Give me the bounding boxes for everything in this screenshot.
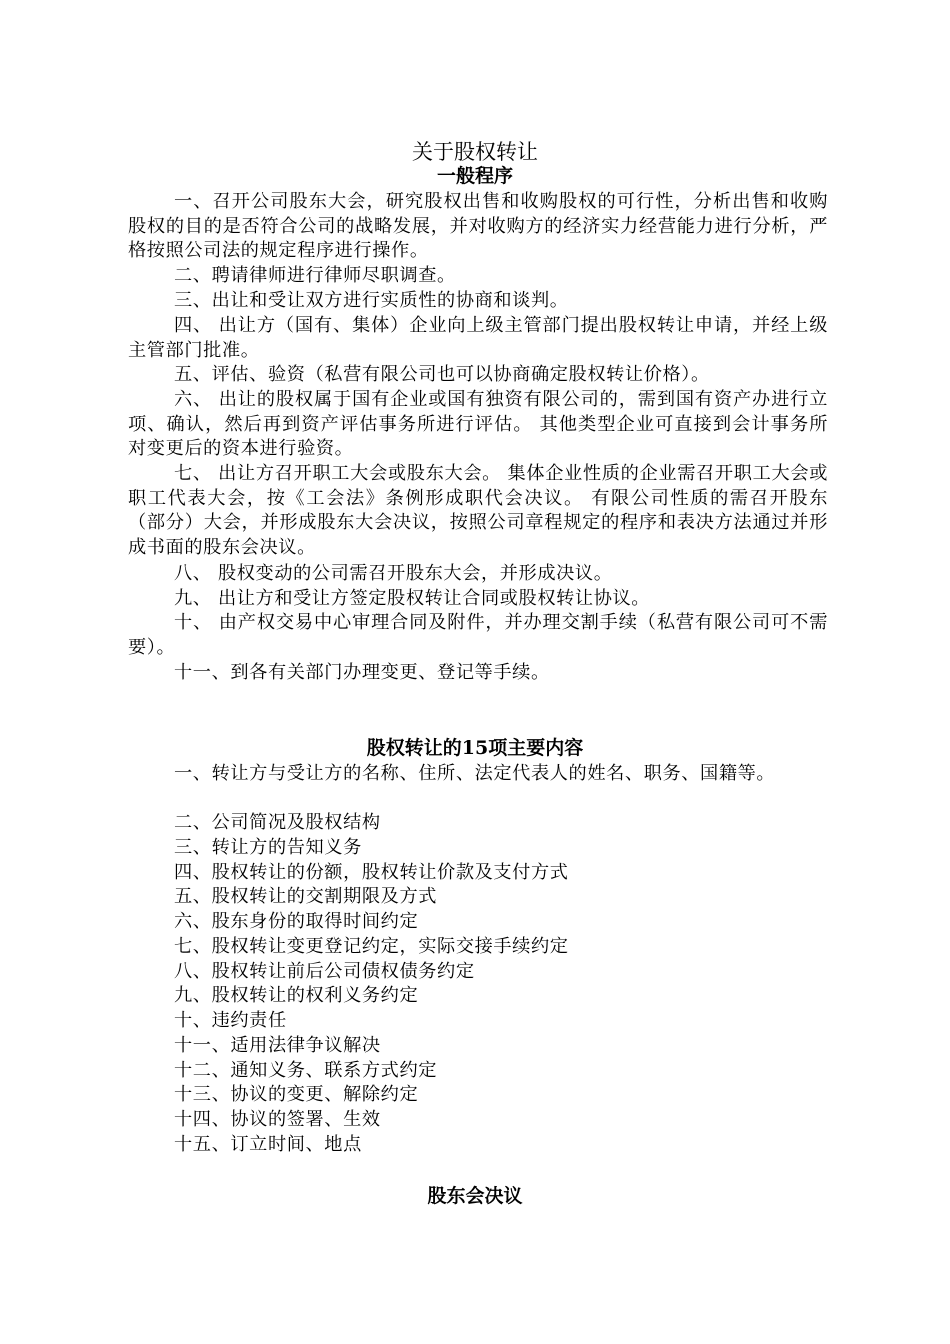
procedure-item-11: 十一、到各有关部门办理变更、登记等手续。: [174, 662, 550, 683]
content-item: 十、违约责任: [174, 1010, 287, 1031]
procedure-item-9: 九、 出让方和受让方签定股权转让合同或股权转让协议。: [174, 588, 651, 609]
content-item: 七、股权转让变更登记约定，实际交接手续约定: [174, 936, 569, 957]
content-item: 六、股东身份的取得时间约定: [174, 911, 419, 932]
content-item: 八、股权转让前后公司债权债务约定: [174, 961, 475, 982]
content-item: 三、转让方的告知义务: [174, 837, 362, 858]
content-item: 十四、协议的签署、生效: [174, 1109, 381, 1130]
procedure-item-5: 五、评估、验资（私营有限公司也可以协商确定股权转让价格）。: [174, 364, 710, 385]
procedure-item-1: 一、召开公司股东大会，研究股权出售和收购股权的可行性，分析出售和收购股权的目的是否符合公司的战略发展，并对收购方的经济实力经营能力进行分析，严格按照公司法的规定程序进行操作。: [128, 191, 828, 262]
document-title: 关于股权转让: [412, 140, 538, 164]
section-heading-shareholder-resolution: 股东会决议: [427, 1185, 523, 1207]
section-heading-main-contents: 股权转让的15项主要内容: [366, 737, 584, 759]
content-item: 四、股权转让的份额，股权转让价款及支付方式: [174, 862, 569, 883]
content-item: 十二、通知义务、联系方式约定: [174, 1060, 438, 1081]
procedure-item-3: 三、出让和受让双方进行实质性的协商和谈判。: [174, 290, 569, 311]
procedure-item-8: 八、 股权变动的公司需召开股东大会，并形成决议。: [174, 563, 613, 584]
procedure-item-6: 六、 出让的股权属于国有企业或国有独资有限公司的，需到国有资产办进行立项、确认，然后再到资产评估事务所进行评估。 其他类型企业可直接到会计事务所对变更后的资本进行验资。: [128, 389, 828, 460]
content-item: 九、股权转让的权利义务约定: [174, 985, 419, 1006]
section-heading-general-procedure: 一般程序: [436, 165, 513, 187]
procedure-item-10: 十、 由产权交易中心审理合同及附件，并办理交割手续（私营有限公司可不需要）。: [128, 612, 828, 658]
content-item: 十五、订立时间、地点: [174, 1134, 362, 1155]
content-item: 十三、协议的变更、解除约定: [174, 1084, 419, 1105]
procedure-item-4: 四、 出让方（国有、集体）企业向上级主管部门提出股权转让申请，并经上级主管部门批准。: [128, 315, 828, 361]
procedure-item-7: 七、 出让方召开职工大会或股东大会。 集体企业性质的企业需召开职工大会或职工代表大会，按《工会法》条例形成职代会决议。 有限公司性质的需召开股东（部分）大会，并形成股东大会决议，按照公司章程规定的程序和表决方法通过并形成书面的股东会决议。: [128, 463, 828, 559]
procedure-item-2: 二、聘请律师进行律师尽职调查。: [174, 265, 456, 286]
content-item: 十一、适用法律争议解决: [174, 1035, 381, 1056]
content-item: 二、公司简况及股权结构: [174, 812, 381, 833]
content-item: 五、股权转让的交割期限及方式: [174, 886, 438, 907]
content-item-1: 一、转让方与受让方的名称、住所、法定代表人的姓名、职务、国籍等。: [174, 763, 776, 784]
